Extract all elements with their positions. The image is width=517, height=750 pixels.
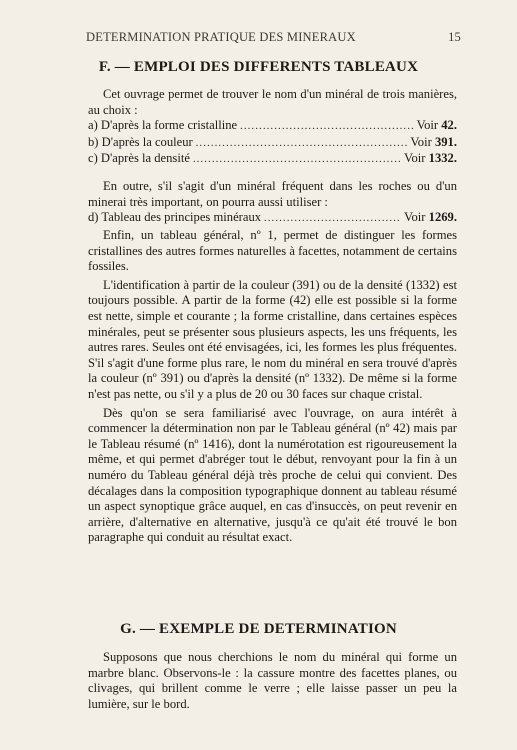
method-item-ref: Voir 1332. xyxy=(404,151,457,166)
method-item-d xyxy=(88,210,457,227)
method-item-c xyxy=(88,151,457,168)
section-f-extra xyxy=(88,179,457,227)
method-item-label: d) Tableau des principes minéraux xyxy=(88,210,262,225)
method-item-b xyxy=(88,135,457,152)
section-f-title: F. — EMPLOI DES DIFFERENTS TABLEAUX xyxy=(98,59,419,75)
section-f-intro: Cet ouvrage permet de trouver le nom d'un minéral de trois manières, au choix : xyxy=(88,87,457,117)
method-item-ref: Voir 391. xyxy=(410,134,457,149)
section-f-extra-intro: En outre, s'il s'agit d'un minéral fréquent dans les roches ou d'un minerai très important, on pourra aussi utiliser : xyxy=(88,179,457,209)
paragraph-identification: L'identification à partir de la couleur (391) ou de la densité (1332) est toujours possible. A partir de la forme (42) elle est possible si la forme est nette, simple et courante ; la forme cristalline, dans certaines espèces minérales, peut se présenter sous plusieurs aspects, les uns fréquents, les autres rares. Seules ont été envisagées, ici, les formes les plus fréquentes. S'il s'agit d'une forme plus rare, le nom du minéral en sera trouvé d'après la couleur (nº 391) ou d'après la densité (nº 1332). De même si la forme n'est pas nette, ou s'il y a plus de 20 ou 30 faces sur chaque cristal. xyxy=(88,277,457,401)
dot-leader xyxy=(193,151,401,168)
dot-leader xyxy=(196,135,408,152)
method-item-ref: Voir 42. xyxy=(416,118,457,133)
method-item-label: c) D'après la densité xyxy=(88,151,190,166)
method-item-label: b) D'après la couleur xyxy=(88,134,193,149)
section-f-paragraphs xyxy=(88,228,457,546)
dot-leader xyxy=(264,210,401,227)
paragraph-example: Supposons que nous cherchions le nom du minéral qui forme un marbre blanc. Observons-le : la cassure montre des facettes planes, ou clivages, qui brillent comme le verre ; elle laisse passer un peu la lumière, sur le bord. xyxy=(88,650,457,711)
section-g-title: G. — EXEMPLE DE DETERMINATION xyxy=(120,621,397,637)
method-item-ref: Voir 1269. xyxy=(404,210,457,225)
running-title: DETERMINATION PRATIQUE DES MINERAUX xyxy=(86,30,356,44)
page-number: 15 xyxy=(448,30,461,44)
dot-leader xyxy=(240,118,413,135)
method-item-label: a) D'après la forme cristalline xyxy=(88,118,238,133)
paragraph-summary-table: Dès qu'on se sera familiarisé avec l'ouvrage, on aura intérêt à commencer la détermination non par le Tableau général (nº 42) mais par le Tableau résumé (nº 1416), dont la numérotation est rigoureusement la même, et qui permet d'abréger tout le début, renvoyant pour la fin à un numéro du Tableau général déjà très proche de celui qui convient. Des décalages dans la composition typographique donnent au tableau résumé un aspect synoptique grâce auquel, en cas d'insuccès, on peut revenir en arrière, d'alternative en alternative, jusqu'à ce qu'ait été trouvé le bon paragraphe qui conduit au résultat exact. xyxy=(88,405,457,545)
section-g-body xyxy=(88,650,457,712)
paragraph-general-table: Enfin, un tableau général, nº 1, permet de distinguer les formes cristallines des autres formes naturelles à facettes, notamment de certains fossiles. xyxy=(88,228,457,274)
method-item-a xyxy=(88,118,457,135)
section-f-body xyxy=(88,87,457,168)
